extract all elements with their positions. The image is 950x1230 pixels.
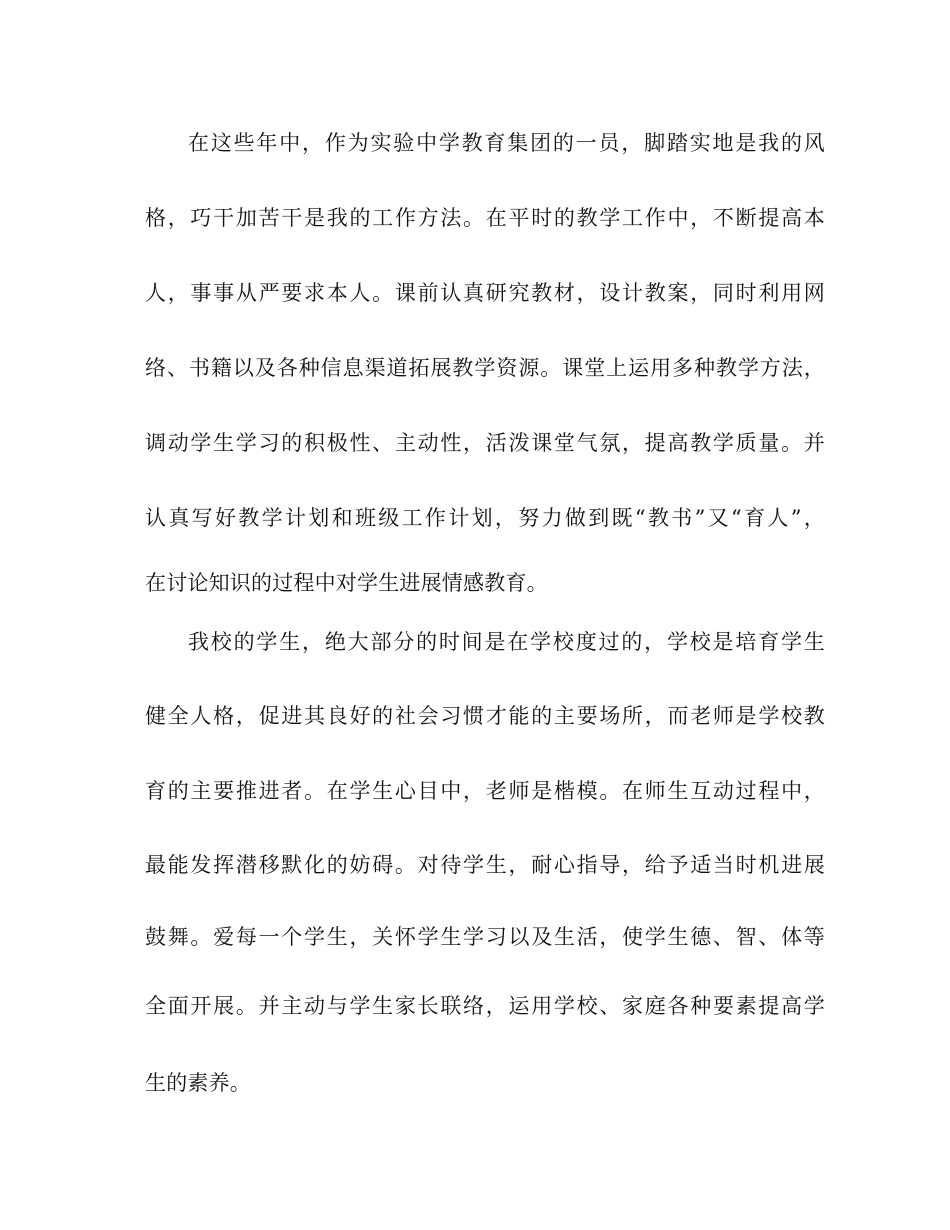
paragraph-2-line-3: 育的主要推进者。在学生心目中，老师是楷模。在师生互动过程中， [145,779,825,803]
paragraph-2-line-5: 鼓舞。爱每一个学生，关怀学生学习以及生活，使学生德、智、体等 [145,925,825,949]
paragraph-1-line-3: 人，事事从严要求本人。课前认真研究教材，设计教案，同时利用网 [145,281,825,305]
paragraph-2-line-7: 生的素养。 [145,1071,251,1095]
paragraph-1-line-1: 在这些年中，作为实验中学教育集团的一员，脚踏实地是我的风 [188,131,825,155]
paragraph-2-line-1: 我校的学生，绝大部分的时间是在学校度过的，学校是培育学生 [188,630,825,654]
paragraph-1-line-2: 格，巧干加苦干是我的工作方法。在平时的教学工作中，不断提高本 [145,206,825,230]
paragraph-1-line-5: 调动学生学习的积极性、主动性，活泼课堂气氛，提高教学质量。并 [145,431,825,455]
paragraph-2-line-4: 最能发挥潜移默化的妨碍。对待学生，耐心指导，给予适当时机进展 [145,853,825,877]
paragraph-1-line-7: 在讨论知识的过程中对学生进展情感教育。 [145,571,548,595]
paragraph-1-line-4: 络、书籍以及各种信息渠道拓展教学资源。课堂上运用多种教学方法， [145,356,825,380]
paragraph-2-line-2: 健全人格，促进其良好的社会习惯才能的主要场所，而老师是学校教 [145,704,825,728]
paragraph-1-line-6: 认真写好教学计划和班级工作计划，努力做到既“教书”又“育人”， [145,506,825,530]
paragraph-2-line-6: 全面开展。并主动与学生家长联络，运用学校、家庭各种要素提高学 [145,994,825,1018]
